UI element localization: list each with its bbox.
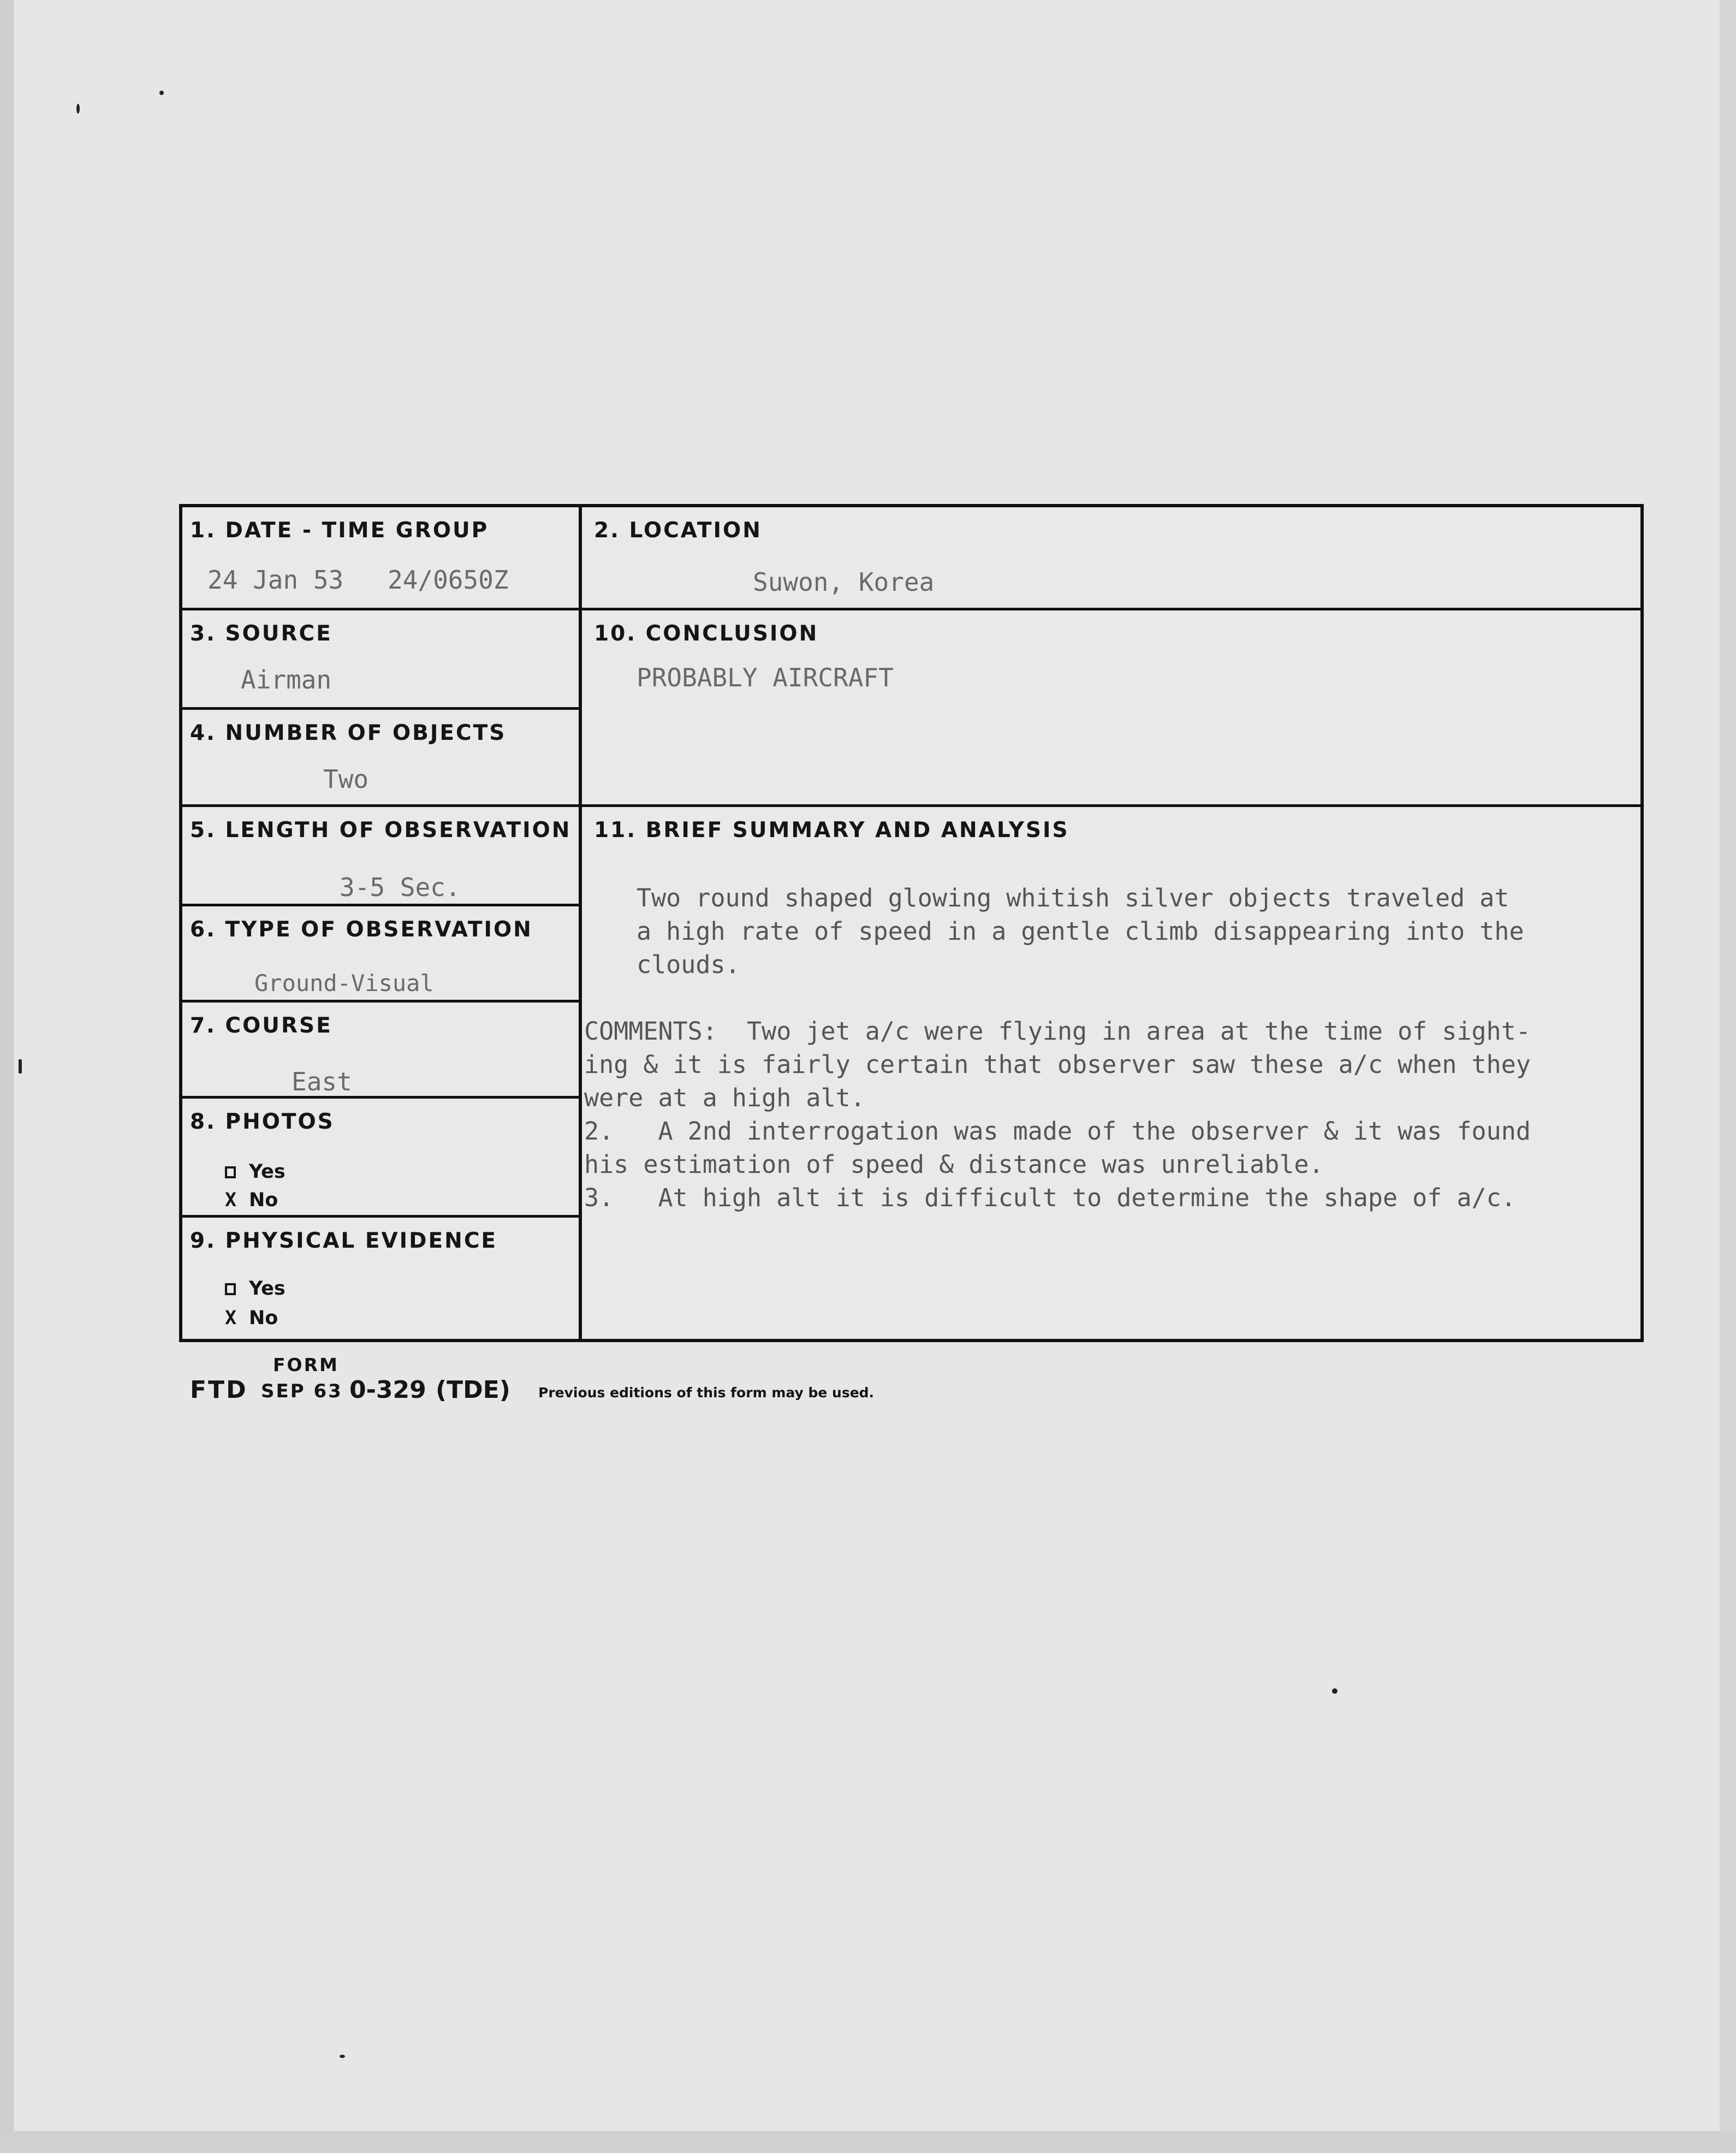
brief-summary-label: 11. BRIEF SUMMARY AND ANALYSIS [594, 818, 1069, 843]
comments-line: 3. At high alt it is difficult to determine the shape of a/c. [584, 1183, 1516, 1212]
length-of-observation-value: 3-5 Sec. [340, 873, 461, 902]
photos-no-text: No [249, 1189, 278, 1211]
footer-editions-note: Previous editions of this form may be used. [538, 1385, 875, 1401]
comments-line: his estimation of speed & distance was unreliable. [584, 1150, 1324, 1179]
source-label: 3. SOURCE [190, 621, 332, 646]
summary-line: clouds. [637, 950, 740, 979]
comments-line: ing & it is fairly certain that observer saw these a/c when they [584, 1050, 1531, 1079]
field-number-of-objects [182, 707, 579, 804]
type-of-observation-value: Ground-Visual [254, 970, 434, 997]
summary-line: a high rate of speed in a gentle climb disappearing into the [637, 917, 1524, 946]
scan-speck [76, 104, 80, 114]
scan-speck [19, 1059, 22, 1073]
date-value: 24 Jan 53 [207, 565, 344, 595]
course-label: 7. COURSE [190, 1013, 332, 1038]
field-type-of-observation [182, 904, 579, 1000]
scan-border-right [1720, 0, 1736, 2153]
checkbox-checked-icon: X [225, 1189, 237, 1211]
footer-date: SEP 63 [261, 1380, 343, 1402]
physical-evidence-no-text: No [249, 1307, 278, 1329]
scan-speck [340, 2055, 345, 2058]
field-brief-summary [582, 804, 1640, 1339]
course-value: East [292, 1067, 352, 1096]
summary-line: Two round shaped glowing whitish silver objects traveled at [637, 883, 1509, 912]
physical-evidence-no-option [225, 1307, 278, 1329]
length-of-observation-label: 5. LENGTH OF OBSERVATION [190, 818, 572, 843]
checkbox-checked-icon: X [225, 1307, 237, 1329]
scan-border-bottom [0, 2131, 1736, 2153]
field-location [582, 507, 1640, 608]
physical-evidence-label: 9. PHYSICAL EVIDENCE [190, 1229, 498, 1253]
photos-yes-text: Yes [249, 1161, 286, 1183]
field-source [182, 608, 579, 707]
date-time-group-label: 1. DATE - TIME GROUP [190, 518, 489, 543]
comments-line: 2. A 2nd interrogation was made of the observer & it was found [584, 1117, 1531, 1146]
conclusion-label: 10. CONCLUSION [594, 621, 819, 646]
location-label: 2. LOCATION [594, 518, 762, 543]
footer-form-number: 0-329 [349, 1376, 426, 1404]
photos-yes-option [225, 1161, 286, 1183]
footer-form-word: FORM [273, 1354, 339, 1375]
field-photos [182, 1096, 579, 1215]
scan-speck [159, 91, 164, 95]
footer-ftd: FTD [190, 1376, 248, 1404]
field-length-of-observation [182, 804, 579, 904]
physical-evidence-yes-option [225, 1278, 286, 1300]
number-of-objects-value: Two [323, 764, 369, 794]
field-course [182, 1000, 579, 1096]
field-date-time-group [182, 507, 579, 608]
conclusion-value: PROBABLY AIRCRAFT [637, 663, 894, 692]
field-conclusion [582, 608, 1640, 804]
scan-speck [1332, 1688, 1337, 1694]
footer-office: (TDE) [436, 1376, 510, 1404]
physical-evidence-yes-text: Yes [249, 1278, 286, 1300]
photos-label: 8. PHOTOS [190, 1110, 335, 1134]
scan-border-left [0, 0, 14, 2153]
photos-no-option [225, 1189, 278, 1211]
checkbox-empty-icon [225, 1166, 236, 1178]
checkbox-empty-icon [225, 1283, 236, 1295]
time-value: 24/0650Z [388, 565, 509, 595]
number-of-objects-label: 4. NUMBER OF OBJECTS [190, 721, 507, 745]
project-card-form [179, 504, 1644, 1342]
field-physical-evidence [182, 1215, 579, 1339]
comments-line: COMMENTS: Two jet a/c were flying in area at the time of sight- [584, 1017, 1531, 1046]
type-of-observation-label: 6. TYPE OF OBSERVATION [190, 917, 533, 942]
location-value: Suwon, Korea [753, 567, 935, 597]
comments-line: were at a high alt. [584, 1083, 865, 1112]
source-value: Airman [241, 665, 332, 695]
